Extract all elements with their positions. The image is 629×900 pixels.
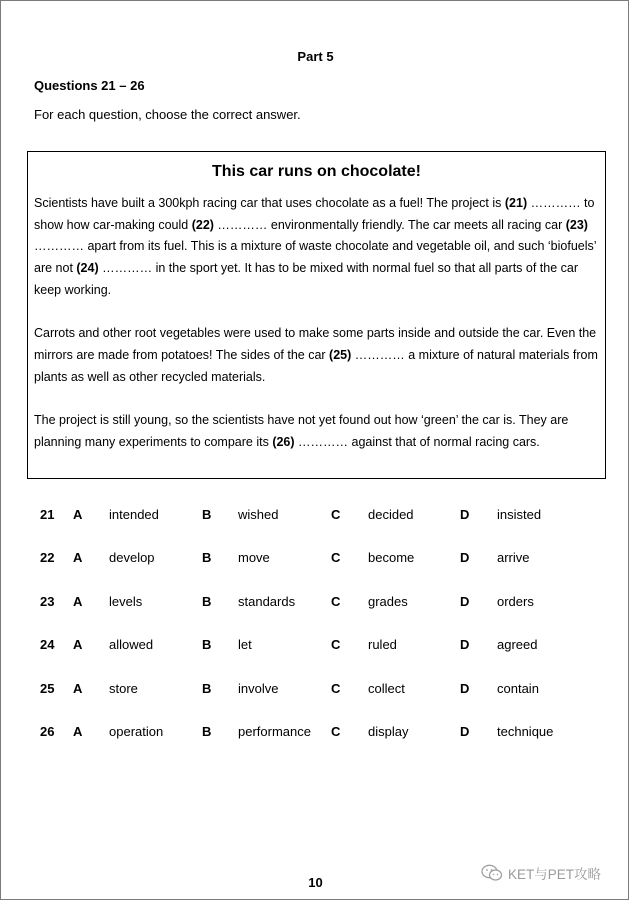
option-letter-a: A bbox=[73, 723, 83, 739]
paragraph-1: Scientists have built a 300kph racing car that uses chocolate as a fuel! The project is (21) ………… to show how car-making could (22) ………… environmentally friendly. The car meets all racing car (23) ………… apart from its fuel. This is a mixture of waste chocolate and vegetable oil, and such ‘biofuels’ are not (24) ………… in the sport yet. It has to be mixed with normal fuel so that all parts of the car keep working. bbox=[34, 196, 597, 297]
question-range: Questions 21 – 26 bbox=[34, 78, 145, 93]
paragraph-2: Carrots and other root vegetables were used to make some parts inside and outside the car. Even the mirrors are made from potatoes! The sides of the car (25) ………… a mixture of natural materials from plants as well as other recycled materials. bbox=[34, 326, 598, 384]
option-row bbox=[1, 594, 629, 637]
instruction: For each question, choose the correct answer. bbox=[34, 107, 301, 122]
option-a: operation bbox=[109, 723, 164, 739]
option-row bbox=[1, 550, 629, 593]
paragraph-3: The project is still young, so the scientists have not yet found out how ‘green’ the car is. They are planning many experiments to compare its (26) ………… against that of normal racing cars. bbox=[34, 413, 569, 449]
option-b: wished bbox=[238, 507, 279, 522]
option-letter-c: C bbox=[331, 723, 341, 739]
option-c: become bbox=[368, 550, 415, 566]
watermark bbox=[481, 863, 601, 883]
page-number: 10 bbox=[308, 875, 323, 890]
option-letter-a: A bbox=[73, 593, 83, 609]
question-number: 26 bbox=[40, 723, 55, 739]
gap-25: (25) bbox=[329, 347, 352, 362]
gap-22: (22) bbox=[191, 217, 214, 232]
option-letter-b: B bbox=[202, 507, 212, 522]
reading-text-box bbox=[27, 151, 606, 479]
option-letter-b: B bbox=[202, 550, 212, 566]
option-letter-a: A bbox=[73, 680, 83, 696]
option-c: decided bbox=[368, 507, 414, 522]
option-letter-b: B bbox=[202, 593, 212, 609]
option-b: performance bbox=[238, 723, 311, 739]
option-a: develop bbox=[109, 550, 155, 566]
option-d: orders bbox=[497, 593, 534, 609]
option-letter-d: D bbox=[460, 637, 470, 653]
option-a: allowed bbox=[109, 637, 154, 653]
gap-24: (24) bbox=[76, 261, 99, 276]
option-letter-c: C bbox=[331, 637, 341, 653]
option-letter-b: B bbox=[202, 680, 212, 696]
option-row bbox=[1, 637, 629, 680]
option-letter-c: C bbox=[331, 593, 341, 609]
option-a: levels bbox=[109, 593, 143, 609]
option-letter-d: D bbox=[460, 680, 470, 696]
question-number: 24 bbox=[40, 637, 55, 653]
option-letter-d: D bbox=[460, 550, 470, 566]
watermark-text: KET与PET攻略 bbox=[508, 867, 602, 882]
option-d: contain bbox=[497, 680, 539, 696]
option-c: collect bbox=[368, 680, 405, 696]
option-letter-a: A bbox=[73, 550, 83, 566]
option-letter-c: C bbox=[331, 550, 341, 566]
option-letter-b: B bbox=[202, 637, 212, 653]
answer-options bbox=[1, 507, 629, 767]
gap-26: (26) bbox=[272, 434, 295, 449]
part-title: Part 5 bbox=[297, 49, 334, 64]
question-number: 23 bbox=[40, 593, 55, 609]
question-number: 25 bbox=[40, 680, 55, 696]
option-d: arrive bbox=[497, 550, 530, 566]
option-letter-c: C bbox=[331, 507, 341, 522]
option-b: move bbox=[238, 550, 270, 566]
option-letter-c: C bbox=[331, 680, 341, 696]
option-c: grades bbox=[368, 593, 408, 609]
option-row bbox=[1, 724, 629, 767]
option-b: involve bbox=[238, 680, 279, 696]
option-letter-d: D bbox=[460, 723, 470, 739]
option-c: ruled bbox=[368, 637, 397, 653]
wechat-icon bbox=[481, 864, 503, 882]
option-row bbox=[1, 507, 629, 550]
option-letter-b: B bbox=[202, 723, 212, 739]
option-letter-d: D bbox=[460, 507, 470, 522]
text-title: This car runs on chocolate! bbox=[212, 163, 421, 180]
gap-23: (23) bbox=[565, 217, 588, 232]
option-d: insisted bbox=[497, 507, 542, 522]
option-b: standards bbox=[238, 593, 296, 609]
option-d: technique bbox=[497, 723, 554, 739]
option-c: display bbox=[368, 723, 409, 739]
option-letter-d: D bbox=[460, 593, 470, 609]
option-d: agreed bbox=[497, 637, 538, 653]
option-a: intended bbox=[109, 507, 159, 522]
option-letter-a: A bbox=[73, 507, 83, 522]
option-b: let bbox=[238, 637, 252, 653]
question-number: 22 bbox=[40, 550, 55, 566]
gap-21: (21) bbox=[504, 196, 528, 210]
option-a: store bbox=[109, 680, 138, 696]
question-number: 21 bbox=[40, 507, 55, 522]
option-row bbox=[1, 681, 629, 724]
option-letter-a: A bbox=[73, 637, 83, 653]
